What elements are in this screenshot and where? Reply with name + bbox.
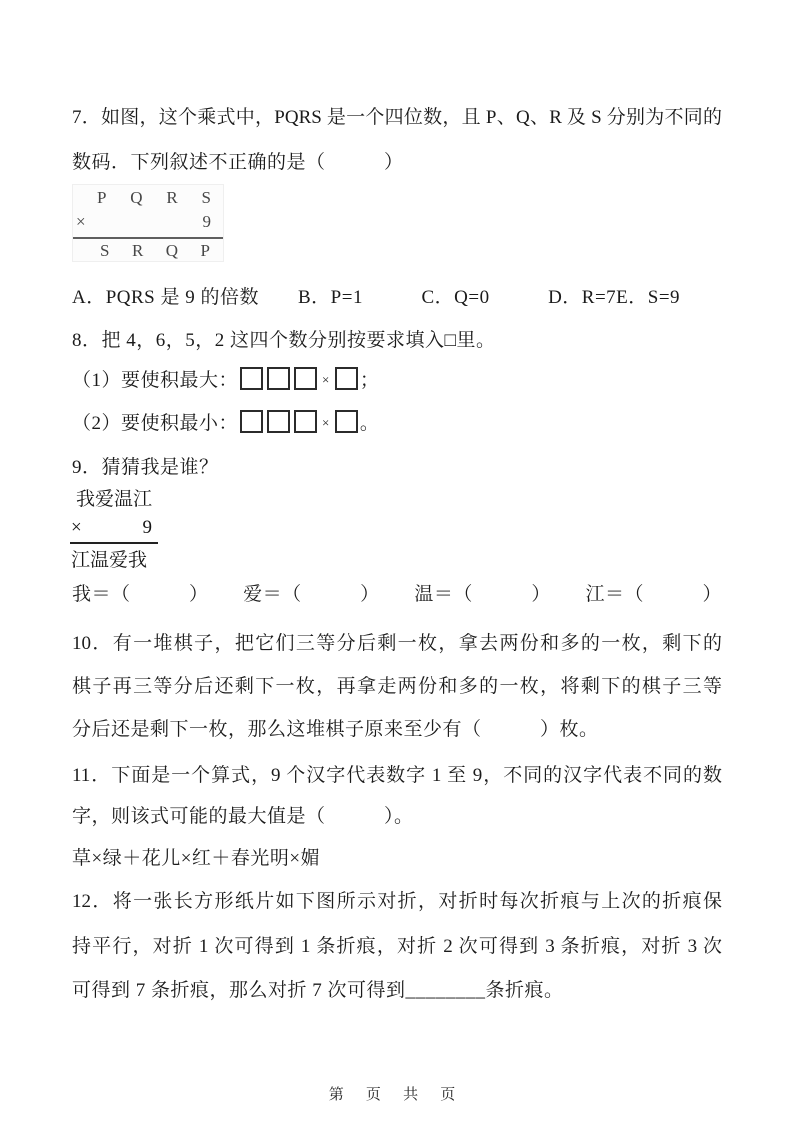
answer-box (335, 410, 358, 433)
figure-multiplier-row (73, 211, 223, 233)
question-11-line-1: 11．下面是一个算式，9 个汉字代表数字 1 至 9，不同的汉字代表不同的数 (72, 765, 722, 786)
question-7-line-2: 数码．下列叙述不正确的是（ ） (72, 152, 404, 173)
figure-letter: Q (130, 188, 143, 207)
blank-item: 江＝（ ） (585, 584, 722, 605)
question-11-line-2: 字，则该式可能的最大值是（ ）。 (72, 806, 414, 827)
figure-product-row (73, 240, 223, 262)
question-9-blanks (72, 581, 722, 608)
question-10-line-3: 分后还是剩下一枚，那么这堆棋子原来至少有（ ）枚。 (72, 719, 599, 740)
answer-box (335, 367, 358, 390)
multiply-sign: × (76, 212, 86, 231)
figure-letter: R (131, 241, 144, 260)
figure-multiplier: 9 (202, 212, 211, 231)
answer-box (240, 410, 263, 433)
blank-item: 爱＝（ ） (243, 584, 380, 605)
question-7-line-1: 7．如图，这个乘式中，PQRS 是一个四位数，且 P、Q、R 及 S 分别为不同的 (72, 107, 722, 128)
figure-letter: P (97, 188, 107, 207)
blank-item: 温＝（ ） (414, 584, 551, 605)
figure-letter: S (100, 241, 110, 260)
figure-letter: S (201, 188, 211, 207)
figure-rule-line (73, 237, 223, 239)
question-10-line-2: 棋子再三等分后还剩下一枚，再拿走两份和多的一枚，将剩下的棋子三等 (72, 676, 722, 697)
vmult-multiplier-row (70, 516, 158, 544)
multiply-sign: × (322, 372, 330, 387)
figure-letter: P (200, 241, 210, 260)
question-11-expression: 草×绿＋花儿×红＋春光明×媚 (72, 848, 321, 869)
vmult-multiplier: 9 (142, 517, 152, 538)
answer-box (240, 367, 263, 390)
vmult-product: 江温爱我 (71, 550, 148, 571)
item-text: （2）要使积最小： (72, 413, 239, 434)
item-text: 。 (359, 413, 380, 434)
question-9-line-1: 9．猜猜我是谁？ (72, 457, 219, 478)
item-text: （1）要使积最大： (72, 370, 239, 391)
blank-item: 我＝（ ） (72, 584, 209, 605)
pqrs-multiplication-figure (72, 184, 224, 262)
question-8-item-2 (72, 409, 722, 437)
figure-letter: Q (165, 241, 179, 260)
question-10-line-1: 10．有一堆棋子，把它们三等分后剩一枚，拿去两份和多的一枚，剩下的 (72, 633, 722, 654)
multiply-sign: × (322, 415, 330, 430)
answer-box (294, 410, 317, 433)
answer-box (294, 367, 317, 390)
answer-box (267, 410, 290, 433)
answer-box (267, 367, 290, 390)
figure-letter: R (166, 188, 178, 207)
question-7-options: A．PQRS 是 9 的倍数 B．P=1 C．Q=0 D．R=7E．S=9 (72, 287, 681, 308)
vmult-multiplicand: 我爱温江 (76, 489, 153, 510)
question-12-line-2: 持平行，对折 1 次可得到 1 条折痕，对折 2 次可得到 3 条折痕，对折 3 次 (72, 936, 722, 957)
question-8-item-1 (72, 366, 722, 394)
page-footer: 第 页 共 页 (328, 1086, 465, 1103)
question-12-line-3: 可得到 7 条折痕，那么对折 7 次可得到________条折痕。 (72, 980, 564, 1001)
guess-multiplication-figure (70, 488, 158, 573)
item-text: ； (359, 370, 380, 391)
figure-multiplicand-row (73, 187, 223, 209)
question-12-line-1: 12．将一张长方形纸片如下图所示对折，对折时每次折痕与上次的折痕保 (72, 891, 722, 912)
multiply-sign: × (71, 517, 82, 538)
question-8-line-1: 8．把 4，6，5，2 这四个数分别按要求填入□里。 (72, 330, 496, 351)
